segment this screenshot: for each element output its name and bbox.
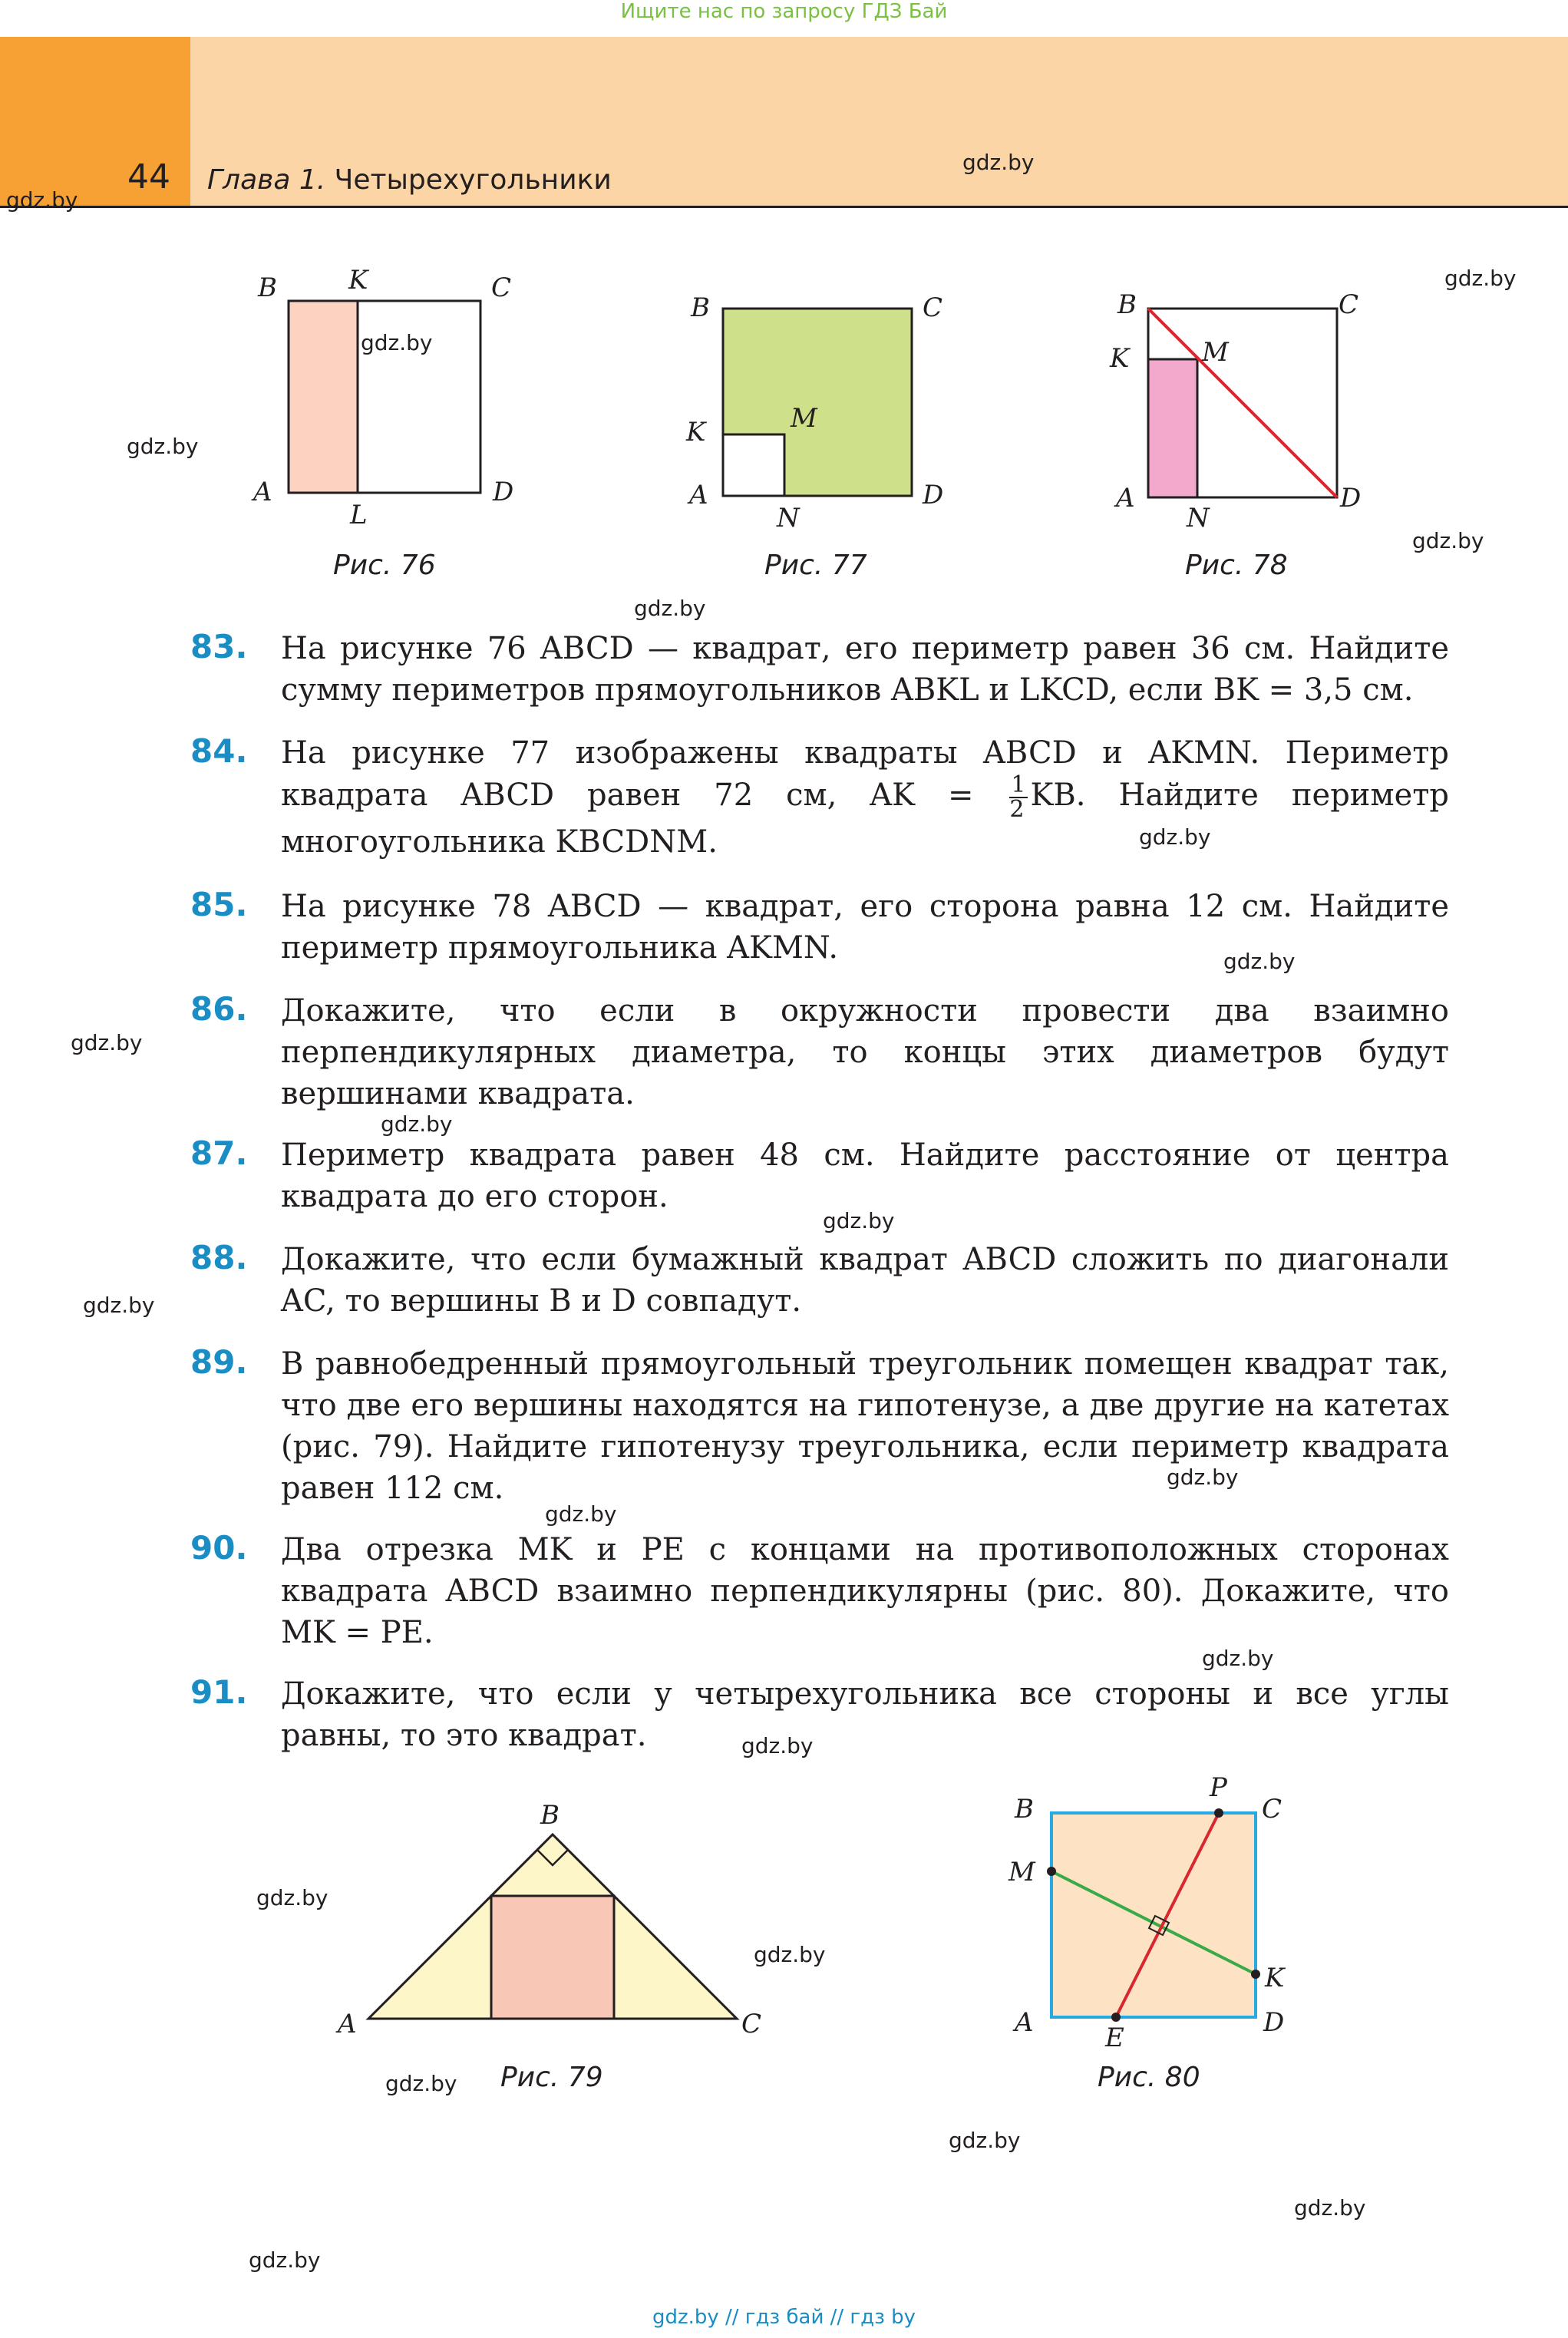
label-c: C — [491, 272, 512, 303]
figure-79 — [322, 1788, 783, 2045]
label-b: B — [1015, 1794, 1034, 1824]
watermark: gdz.by — [1167, 1465, 1239, 1490]
figure-76 — [246, 261, 537, 540]
label-d: D — [493, 477, 514, 507]
problem-number: 90. — [190, 1529, 248, 1567]
label-k: K — [686, 417, 706, 447]
watermark: gdz.by — [1444, 266, 1517, 291]
watermark: gdz.by — [1412, 528, 1484, 553]
watermark: gdz.by — [361, 330, 433, 355]
label-n: N — [777, 503, 800, 533]
watermark: gdz.by — [823, 1208, 895, 1233]
watermark: gdz.by — [545, 1501, 617, 1527]
label-b: B — [258, 272, 277, 303]
label-a: A — [1116, 483, 1135, 514]
square-akmn — [723, 434, 784, 496]
watermark: gdz.by — [1139, 824, 1211, 850]
problem-text: Докажите, что если у четырехугольника все стороны и все углы равны, то это квадрат. — [281, 1676, 1449, 1753]
footer-links[interactable]: gdz.by // гдз бай // гдз by — [652, 2306, 916, 2329]
watermark: gdz.by — [256, 1885, 328, 1910]
label-b: B — [691, 292, 710, 323]
watermark: gdz.by — [634, 596, 706, 621]
watermark: gdz.by — [754, 1942, 826, 1967]
header-rule — [0, 206, 1568, 208]
problem-number: 84. — [190, 732, 248, 770]
label-d: D — [1340, 483, 1362, 514]
problem-text: Два отрезка MK и PE с концами на противоположных сторонах квадрата ABCD взаимно перпендикулярны (рис. 80). Докажите, что MK = PE. — [281, 1532, 1449, 1650]
label-a: A — [1015, 2007, 1034, 2038]
watermark: gdz.by — [71, 1030, 143, 1055]
watermark: gdz.by — [741, 1733, 814, 1758]
problem-number: 87. — [190, 1134, 248, 1172]
label-a: A — [689, 480, 708, 510]
page-number: 44 — [127, 157, 170, 196]
rect-akmn — [1148, 359, 1197, 497]
figure-80 — [990, 1765, 1335, 2060]
problem-text-part: KB. Найдите периметр многоугольника KBCDNM. — [281, 778, 1449, 860]
label-m: M — [1008, 1857, 1035, 1887]
fraction-numerator: 1 — [1011, 771, 1026, 798]
point-e — [1111, 2013, 1121, 2022]
label-k: K — [348, 265, 368, 296]
problem-text: Периметр квадрата равен 48 см. Найдите расстояние от центра квадрата до его сторон. — [281, 1138, 1449, 1214]
label-c: C — [923, 292, 943, 323]
point-m — [1047, 1867, 1056, 1876]
square-abcd — [1051, 1813, 1256, 2017]
point-k — [1251, 1970, 1260, 1979]
problem-text: Докажите, что если бумажный квадрат ABCD сложить по диагонали AC, то вершины B и D совпадут. — [281, 1242, 1449, 1319]
label-b: B — [1117, 289, 1137, 320]
label-k: K — [1265, 1963, 1285, 1993]
problem-text: В равнобедренный прямоугольный треугольник помещен квадрат так, что две его вершины находятся на гипотенузе, а две другие на катетах (рис. 79). Найдите гипотенузу треугольника, если периметр квадрата равен 112 см. — [281, 1346, 1449, 1506]
fraction-denominator: 2 — [1009, 796, 1025, 823]
label-c: C — [1262, 1794, 1282, 1824]
chapter-label: Глава 1. — [207, 164, 326, 196]
caption-fig-79: Рис. 79 — [500, 2062, 603, 2093]
label-a: A — [338, 2009, 357, 2039]
problem-number: 85. — [190, 886, 248, 923]
inscribed-square — [491, 1896, 614, 2019]
label-n: N — [1187, 503, 1210, 533]
problem-text: На рисунке 76 ABCD — квадрат, его периметр равен 36 см. Найдите сумму периметров прямоугольников ABKL и LKCD, если BK = 3,5 см. — [281, 631, 1449, 708]
problem-number: 88. — [190, 1239, 248, 1276]
watermark: gdz.by — [949, 2128, 1021, 2153]
rect-abkl — [289, 301, 358, 493]
watermark: gdz.by — [83, 1293, 155, 1318]
label-m: M — [1202, 337, 1229, 368]
watermark: gdz.by — [127, 434, 199, 459]
problem-text — [281, 732, 1449, 863]
figure-78 — [1105, 276, 1397, 540]
caption-fig-76: Рис. 76 — [333, 550, 436, 581]
problem-number: 91. — [190, 1673, 248, 1711]
label-e: E — [1105, 2023, 1124, 2053]
fraction — [1009, 771, 1027, 823]
problem-number: 83. — [190, 628, 248, 665]
chapter-name: Четырехугольники — [334, 164, 612, 196]
watermark: gdz.by — [1294, 2195, 1366, 2221]
problem-text: На рисунке 78 ABCD — квадрат, его сторона равна 12 см. Найдите периметр прямоугольника AKMN. — [281, 889, 1449, 966]
label-l: L — [350, 500, 368, 530]
watermark: gdz.by — [1202, 1646, 1274, 1671]
label-d: D — [1263, 2007, 1285, 2038]
chapter-title — [207, 164, 612, 196]
caption-fig-80: Рис. 80 — [1098, 2062, 1200, 2093]
figure-77 — [675, 276, 967, 540]
label-p: P — [1210, 1772, 1227, 1803]
point-p — [1214, 1808, 1223, 1818]
problem-text-part: На рисунке 77 изображены квадраты ABCD и AKMN. Периметр квадрата ABCD равен 72 см, AK = — [281, 735, 1449, 813]
label-c: C — [1339, 289, 1359, 320]
label-b: B — [540, 1800, 560, 1831]
label-d: D — [923, 480, 944, 510]
label-a: A — [253, 477, 272, 507]
problem-text: Докажите, что если в окружности провести два взаимно перпендикулярных диаметра, то концы этих диаметров будут вершинами квадрата. — [281, 993, 1449, 1111]
problem-number: 86. — [190, 990, 248, 1028]
caption-fig-77: Рис. 77 — [764, 550, 867, 581]
problem-number: 89. — [190, 1343, 248, 1381]
watermark: gdz.by — [1223, 949, 1296, 974]
watermark: gdz.by — [962, 150, 1035, 175]
label-c: C — [741, 2009, 762, 2039]
label-m: M — [791, 403, 817, 434]
watermark: gdz.by — [6, 187, 78, 213]
caption-fig-78: Рис. 78 — [1185, 550, 1288, 581]
watermark: gdz.by — [249, 2247, 321, 2273]
watermark: gdz.by — [381, 1111, 453, 1137]
watermark: gdz.by — [385, 2071, 457, 2096]
label-k: K — [1110, 343, 1130, 374]
top-banner[interactable]: Ищите нас по запросу ГДЗ Бай — [620, 0, 948, 23]
